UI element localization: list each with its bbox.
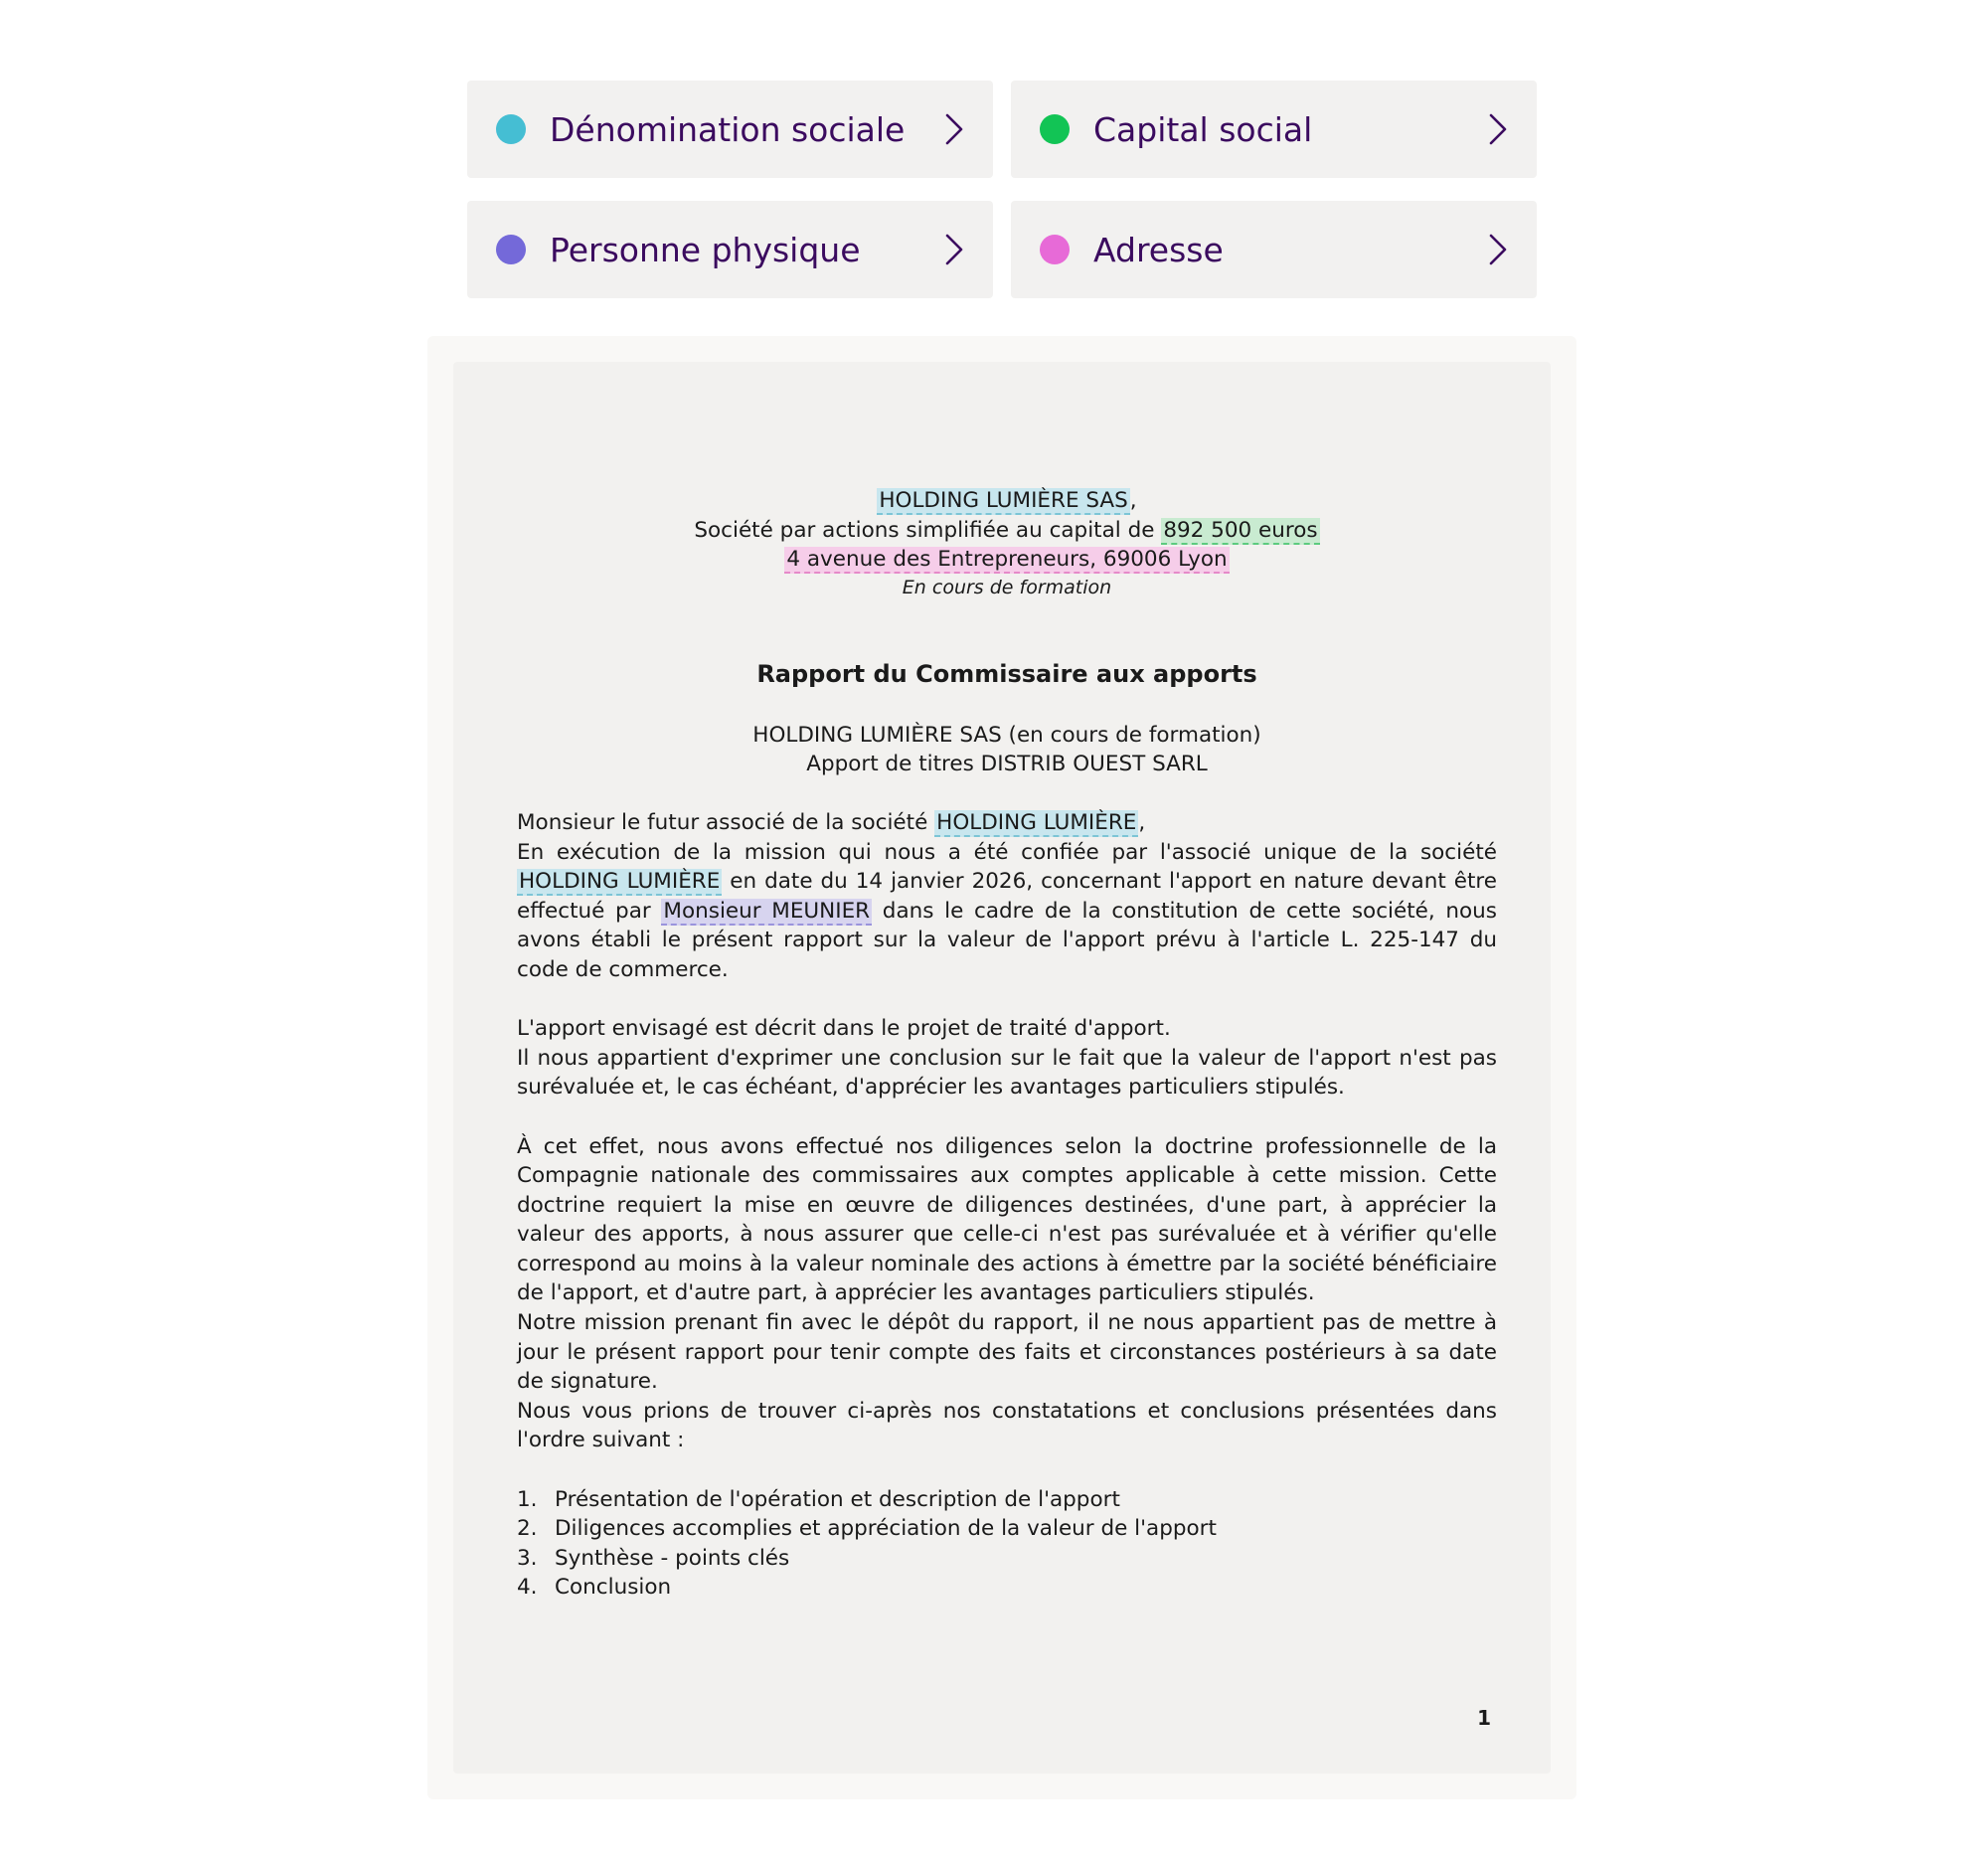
list-number: 4. (517, 1575, 538, 1601)
entity-category-grid (467, 81, 1537, 298)
document-content (517, 486, 1497, 1603)
denomination-color-dot (496, 114, 526, 144)
paragraph-mission (517, 838, 1497, 985)
company-header (517, 486, 1497, 600)
category-card-capital[interactable] (1011, 81, 1537, 178)
list-text: Présentation de l'opération et description de l'apport (555, 1486, 1120, 1512)
highlight-denomination[interactable]: HOLDING LUMIÈRE (519, 869, 721, 895)
chevron-right-icon (1487, 232, 1509, 267)
category-label: Adresse (1093, 230, 1224, 269)
list-item (517, 1514, 1497, 1544)
report-plan-list (517, 1485, 1497, 1603)
capital-prefix: Société par actions simplifiée au capital de (694, 517, 1162, 543)
p2-prefix: En exécution de la mission qui nous a été confiée par l'associé unique de la société (517, 839, 1497, 865)
highlight-personne[interactable]: Monsieur MEUNIER (663, 898, 871, 924)
category-card-adresse[interactable] (1011, 201, 1537, 298)
document-page (453, 362, 1551, 1774)
list-text: Diligences accomplies et appréciation de la valeur de l'apport (555, 1516, 1217, 1542)
header-comma: , (1129, 488, 1137, 513)
adresse-color-dot (1040, 235, 1070, 264)
highlight-denomination[interactable]: HOLDING LUMIÈRE (936, 809, 1137, 835)
subtitle-line-2: Apport de titres DISTRIB OUEST SARL (806, 752, 1208, 777)
list-number: 1. (517, 1486, 538, 1512)
p1-suffix: , (1138, 809, 1146, 835)
highlight-denomination[interactable]: HOLDING LUMIÈRE SAS (879, 488, 1128, 513)
report-body (517, 808, 1497, 1603)
list-number: 2. (517, 1516, 538, 1542)
list-item (517, 1485, 1497, 1515)
category-label: Dénomination sociale (550, 109, 906, 149)
paragraph-spacer (517, 985, 1497, 1015)
page-number: 1 (1477, 1706, 1491, 1730)
category-card-denomination[interactable] (467, 81, 993, 178)
report-subtitle (517, 721, 1497, 779)
paragraph-apport: L'apport envisagé est décrit dans le projet de traité d'apport. (517, 1016, 1171, 1042)
p2-suffix: dans le cadre de la constitution de cette société, nous avons établi le présent rapport sur la valeur de l'apport prévu à l'article L. 225-147 du code de commerce. (517, 898, 1497, 982)
list-item (517, 1573, 1497, 1603)
p1-prefix: Monsieur le futur associé de la société (517, 809, 935, 835)
chevron-right-icon (1487, 111, 1509, 147)
list-text: Synthèse - points clés (555, 1545, 790, 1571)
p2-middle: en date du 14 janvier 2026, concernant l'apport en nature devant être effectué par (517, 869, 1497, 924)
category-label: Capital social (1093, 109, 1313, 149)
list-number: 3. (517, 1545, 538, 1571)
chevron-right-icon (943, 232, 965, 267)
formation-note: En cours de formation (902, 576, 1112, 598)
highlight-capital[interactable]: 892 500 euros (1163, 517, 1318, 543)
paragraph-salutation (517, 808, 1497, 838)
paragraph-conclusion-scope: Il nous appartient d'exprimer une conclusion sur le fait que la valeur de l'apport n'est pas surévaluée et, le cas échéant, d'apprécier les avantages particuliers stipulés. (517, 1045, 1497, 1101)
highlight-address[interactable]: 4 avenue des Entrepreneurs, 69006 Lyon (786, 547, 1228, 573)
list-text: Conclusion (555, 1575, 672, 1601)
report-title: Rapport du Commissaire aux apports (756, 659, 1257, 688)
paragraph-plan-intro: Nous vous prions de trouver ci-après nos constatations et conclusions présentées dans l'ordre suivant : (517, 1398, 1497, 1453)
list-item (517, 1544, 1497, 1574)
paragraph-mission-end: Notre mission prenant fin avec le dépôt du rapport, il ne nous appartient pas de mettre à jour le présent rapport pour tenir compte des faits et circonstances postérieurs à sa date de signature. (517, 1310, 1497, 1395)
capital-color-dot (1040, 114, 1070, 144)
chevron-right-icon (943, 111, 965, 147)
paragraph-diligences: À cet effet, nous avons effectué nos diligences selon la doctrine professionnelle de la Compagnie nationale des commissaires aux comptes applicable à cette mission. Cette doctrine requiert la mise en œuvre de diligences destinées, d'une part, à apprécier la valeur des apports, à nous assurer que celle-ci n'est pas surévaluée et à vérifier qu'elle correspond au moins à la valeur nominale des actions à émettre par la société bénéficiaire de l'apport, et d'autre part, à apprécier les avantages particuliers stipulés. (517, 1133, 1497, 1306)
paragraph-spacer (517, 1102, 1497, 1132)
subtitle-line-1: HOLDING LUMIÈRE SAS (en cours de formation) (752, 722, 1261, 748)
category-label: Personne physique (550, 230, 861, 269)
category-card-personne[interactable] (467, 201, 993, 298)
personne-color-dot (496, 235, 526, 264)
